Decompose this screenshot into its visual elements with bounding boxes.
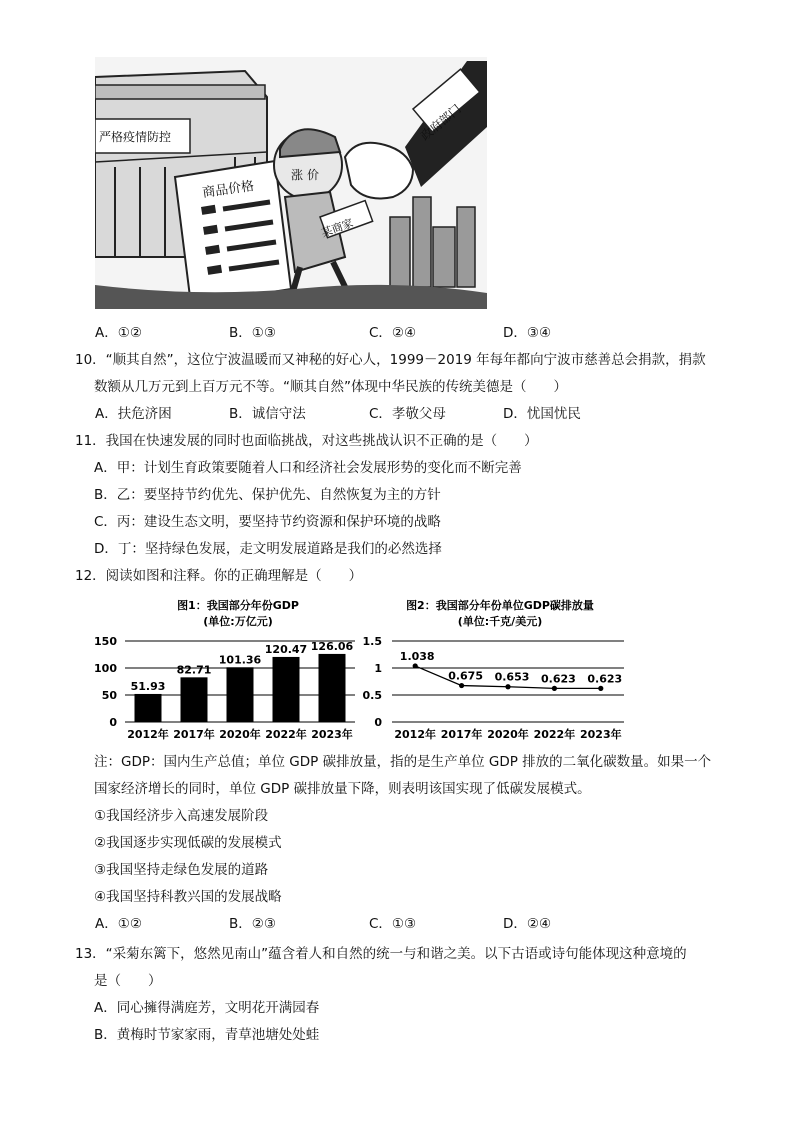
chart1-xtick-label: 2017年 [173, 728, 215, 741]
chart2-data-label: 1.038 [399, 649, 435, 663]
chart1-bar [181, 677, 208, 722]
chart2-xtick-label: 2017年 [440, 728, 483, 741]
chart1-subtitle: (单位:万亿元) [203, 615, 273, 628]
q13-option-a[interactable]: A．同心擁得满庭芳，文明花开满园春 [94, 1000, 320, 1016]
chart2-title: 图2：我国部分年份单位GDP碳排放量 [406, 599, 594, 612]
chart1-bar [135, 694, 162, 722]
sleeve-label-text: 政府部门 [417, 101, 464, 144]
chart1-ytick-label: 0 [109, 716, 117, 729]
chart1-bar [319, 654, 346, 722]
chart1-bar [273, 657, 300, 722]
chart2-point [413, 663, 418, 668]
q11-option-b[interactable]: B．乙：要坚持节约优先、保护优先、自然恢复为主的方针 [94, 487, 441, 503]
chart2-ytick-label: 1 [374, 662, 382, 675]
chart1-data-label: 101.36 [218, 653, 262, 667]
chart1-data-label: 126.06 [310, 639, 354, 653]
chart1-data-label: 82.71 [176, 663, 212, 677]
q11-option-c[interactable]: C．丙：建设生态文明，要坚持节约资源和保护环境的战略 [94, 514, 441, 530]
chart2-data-label: 0.623 [541, 672, 576, 686]
chart2-point [505, 684, 510, 689]
chart2-xtick-label: 2022年 [533, 728, 576, 741]
chart1-ytick-label: 150 [94, 635, 117, 648]
chart1-xtick-label: 2023年 [311, 728, 353, 741]
q9-option-b[interactable]: B．①③ [229, 325, 276, 341]
q13-stem-line1: 13．“采菊东篱下，悠然见南山”蕴含着人和自然的统一与和谐之美。以下古语或诗句能体现这种意境的 [75, 946, 687, 962]
q11-option-a[interactable]: A．甲：计划生育政策要随着人口和经济社会发展形势的变化而不断完善 [94, 460, 522, 476]
q10-option-d[interactable]: D．忧国忧民 [503, 406, 581, 422]
q12-option-d[interactable]: D．②④ [503, 916, 552, 932]
q12-option-c[interactable]: C．①③ [369, 916, 417, 932]
cap-text: 涨价 [291, 168, 324, 182]
q10-options [95, 404, 695, 424]
q12-option-a[interactable]: A．①② [95, 916, 142, 932]
q10-option-c[interactable]: C．孝敬父母 [369, 406, 446, 422]
chart1-ytick-label: 50 [101, 689, 117, 702]
q12-statement-3: ③我国坚持走绿色发展的道路 [94, 862, 269, 878]
chart1-data-label: 120.47 [264, 642, 308, 656]
q9-options [95, 323, 695, 343]
chart2-data-label: 0.623 [587, 672, 623, 686]
q11-stem: 11．我国在快速发展的同时也面临挑战，对这些挑战认识不正确的是（ ） [75, 433, 538, 449]
q9-option-a[interactable]: A．①② [95, 325, 142, 341]
q12-option-b[interactable]: B．②③ [229, 916, 276, 932]
chart2-xtick-label: 2012年 [394, 728, 437, 741]
chart1-title: 图1：我国部分年份GDP [177, 599, 299, 612]
board-label-text: 商品价格 [201, 178, 256, 201]
gdp-bar-chart [90, 593, 365, 748]
q9-option-c[interactable]: C．②④ [369, 325, 417, 341]
chart2-subtitle: (单位:千克/美元) [457, 615, 543, 628]
chart1-xtick-label: 2020年 [219, 728, 261, 741]
chart2-point [459, 683, 464, 688]
q10-option-b[interactable]: B．诚信守法 [229, 406, 306, 422]
chart2-xtick-label: 2020年 [487, 728, 529, 741]
q12-note-line1: 注：GDP：国内生产总值；单位 GDP 碳排放量，指的是生产单位 GDP 排放的二氧化碳数量。如果一个 [94, 754, 712, 770]
q10-stem-line2: 数额从几万元到上百万元不等。“顺其自然”体现中华民族的传统美德是（ ） [94, 379, 567, 395]
chart2-ytick-label: 1.5 [362, 635, 382, 648]
q13-stem-line2: 是（ ） [94, 973, 162, 989]
q12-statement-4: ④我国坚持科教兴国的发展战略 [94, 889, 282, 905]
sign-left-text: 严格疫情防控 [99, 130, 172, 144]
chart2-point [598, 686, 603, 691]
q12-note-line2: 国家经济增长的同时，单位 GDP 碳排放量下降，则表明该国实现了低碳发展模式。 [94, 781, 591, 797]
vendor-label-text: 某商家 [319, 216, 356, 240]
chart2-ytick-label: 0 [374, 716, 382, 729]
q12-statement-1: ①我国经济步入高速发展阶段 [94, 808, 269, 824]
q9-option-d[interactable]: D．③④ [503, 325, 552, 341]
q11-option-d[interactable]: D．丁：坚持绿色发展，走文明发展道路是我们的必然选择 [94, 541, 442, 557]
q12-stem: 12．阅读如图和注释。你的正确理解是（ ） [75, 568, 363, 584]
chart1-data-label: 51.93 [130, 679, 166, 693]
chart1-xtick-label: 2012年 [127, 728, 169, 741]
q10-stem-line1: 10．“顺其自然”，这位宁波温暖而又神秘的好心人，1999－2019 年每年都向宁波市慈善总会捐款，捐款 [75, 352, 706, 368]
cartoon-illustration [95, 57, 487, 309]
q12-statement-2: ②我国逐步实现低碳的发展模式 [94, 835, 282, 851]
chart1-bar [227, 667, 254, 722]
chart2-point [552, 686, 557, 691]
chart1-xtick-label: 2022年 [265, 728, 307, 741]
q13-option-b[interactable]: B．黄梅时节家家雨，青草池塘处处蛙 [94, 1027, 320, 1043]
chart2-data-label: 0.675 [448, 669, 483, 683]
chart2-ytick-label: 0.5 [362, 689, 382, 702]
q12-options [95, 914, 695, 934]
chart1-ytick-label: 100 [94, 662, 117, 675]
carbon-line-chart [362, 593, 637, 748]
q10-option-a[interactable]: A．扶危济困 [95, 406, 172, 422]
chart2-data-label: 0.653 [494, 670, 530, 684]
chart2-xtick-label: 2023年 [579, 728, 622, 741]
